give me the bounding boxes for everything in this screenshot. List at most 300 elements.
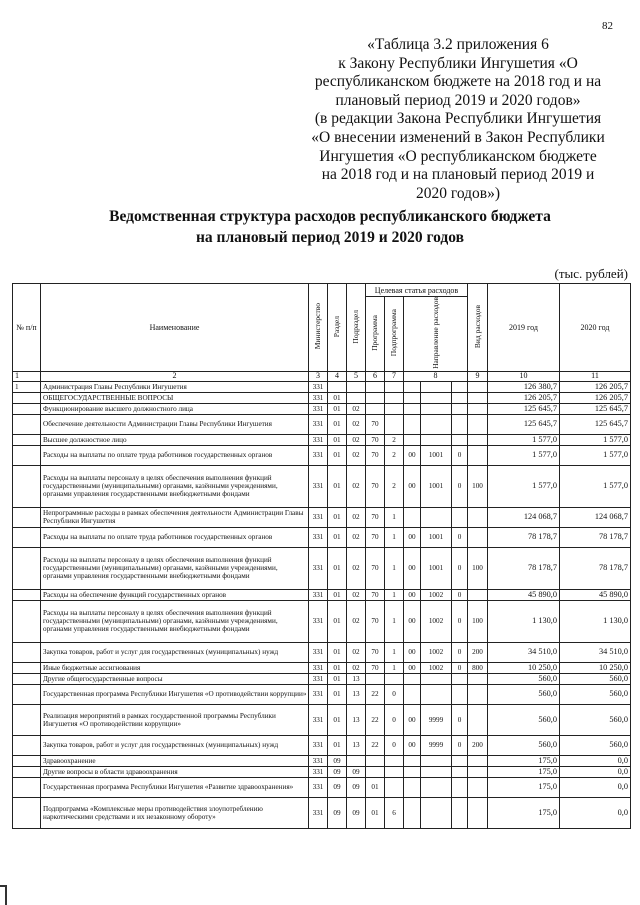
subsection-cell: 02 [347,403,366,414]
direction-part3-cell: 0 [452,735,468,755]
amount-2019-cell: 175,0 [488,777,560,797]
direction-part2-cell: 1001 [421,547,452,589]
direction-part2-cell [421,777,452,797]
budget-body [13,371,631,828]
expense-type-cell [468,445,488,465]
section-cell: 01 [328,392,347,403]
section-cell: 09 [328,755,347,766]
amount-2020-cell: 125 645,7 [560,403,631,414]
header-program-label: Программа [370,315,379,351]
direction-part3-cell: 0 [452,642,468,662]
direction-part3-cell [452,755,468,766]
program-cell [366,403,385,414]
direction-part1-cell [404,507,421,527]
row-name-cell: Расходы на выплаты по оплате труда работников государственных органов [41,445,309,465]
row-name-cell: Другие общегосударственные вопросы [41,673,309,684]
amount-2019-cell: 78 178,7 [488,547,560,589]
subprogram-cell [385,403,404,414]
direction-part3-cell: 0 [452,465,468,507]
expense-type-cell [468,766,488,777]
ministry-cell: 331 [309,381,328,392]
ministry-cell: 331 [309,445,328,465]
direction-part3-cell [452,684,468,704]
amount-2020-cell: 1 577,0 [560,434,631,445]
row-number-cell [13,589,41,600]
expense-type-cell: 200 [468,735,488,755]
amount-2019-cell: 560,0 [488,704,560,735]
subprogram-cell: 2 [385,434,404,445]
subsection-cell: 09 [347,797,366,828]
row-number-cell [13,755,41,766]
direction-part3-cell [452,381,468,392]
row-name-cell: Администрация Главы Республики Ингушетия [41,381,309,392]
subprogram-cell: 1 [385,589,404,600]
row-number-cell [13,684,41,704]
subprogram-cell: 1 [385,642,404,662]
row-name-cell: Закупка товаров, работ и услуг для государственных (муниципальных) нужд [41,735,309,755]
section-cell: 01 [328,527,347,547]
table-row [13,465,631,507]
direction-part1-cell [404,392,421,403]
direction-part3-cell [452,434,468,445]
subsection-cell: 02 [347,527,366,547]
subsection-cell [347,381,366,392]
subprogram-cell: 1 [385,662,404,673]
row-number-cell [13,600,41,642]
table-row [13,434,631,445]
table-row [13,735,631,755]
direction-part2-cell: 1001 [421,445,452,465]
amount-2020-cell: 1 130,0 [560,600,631,642]
direction-part2-cell: 1002 [421,589,452,600]
expense-type-cell: 100 [468,547,488,589]
amount-2020-cell: 0,0 [560,755,631,766]
row-name-cell: Функционирование высшего должностного лица [41,403,309,414]
direction-part3-cell: 0 [452,445,468,465]
direction-part3-cell: 0 [452,527,468,547]
subsection-cell: 13 [347,684,366,704]
column-number: 11 [560,371,631,381]
direction-part3-cell [452,507,468,527]
row-name-cell: Непрограммные расходы в рамках обеспечения деятельности Администрации Главы Республики Ингушетия [41,507,309,527]
subsection-cell: 02 [347,642,366,662]
direction-part3-cell [452,766,468,777]
annex-line: республиканском бюджете на 2018 год и на [314,73,602,91]
header-subprogram-label: Подпрограмма [389,309,398,357]
section-cell: 01 [328,445,347,465]
amount-2019-cell: 175,0 [488,766,560,777]
header-num: № п/п [13,284,41,372]
program-cell: 70 [366,589,385,600]
direction-part3-cell [452,403,468,414]
header-program [366,297,385,372]
row-number-cell [13,527,41,547]
column-number: 2 [41,371,309,381]
ministry-cell: 331 [309,755,328,766]
program-cell: 22 [366,704,385,735]
program-cell: 70 [366,662,385,673]
row-number-cell [13,445,41,465]
amount-2020-cell: 45 890,0 [560,589,631,600]
program-cell: 70 [366,642,385,662]
section-cell: 01 [328,465,347,507]
row-name-cell: Другие вопросы в области здравоохранения [41,766,309,777]
program-cell: 70 [366,507,385,527]
direction-part2-cell [421,381,452,392]
expense-type-cell [468,414,488,434]
amount-2019-cell: 126 205,7 [488,392,560,403]
amount-2019-cell: 1 577,0 [488,445,560,465]
column-number-row [13,371,631,381]
ministry-cell: 331 [309,434,328,445]
subprogram-cell [385,673,404,684]
program-cell: 70 [366,434,385,445]
direction-part1-cell [404,797,421,828]
direction-part2-cell [421,392,452,403]
direction-part1-cell: 00 [404,527,421,547]
header-target-group: Целевая статья расходов [366,284,468,297]
direction-part1-cell: 00 [404,642,421,662]
annex-line: на 2018 год и на плановый период 2019 и [321,166,595,184]
table-row [13,642,631,662]
row-number-cell [13,414,41,434]
subprogram-cell: 1 [385,547,404,589]
table-row [13,507,631,527]
direction-part2-cell: 1001 [421,465,452,507]
row-number-cell: 1 [13,381,41,392]
annex-line: 2020 годов») [415,184,501,202]
direction-part3-cell: 0 [452,600,468,642]
header-name: Наименование [41,284,309,372]
row-number-cell [13,392,41,403]
section-cell: 09 [328,797,347,828]
direction-part3-cell [452,392,468,403]
row-name-cell: Государственная программа Республики Ингушетия «О противодействии коррупции» [41,684,309,704]
subprogram-cell: 2 [385,465,404,507]
table-row [13,527,631,547]
program-cell: 70 [366,600,385,642]
direction-part2-cell [421,414,452,434]
annex-line: Ингушетия «О республиканском бюджете [319,147,597,165]
section-cell: 01 [328,434,347,445]
column-number: 4 [328,371,347,381]
section-cell: 01 [328,735,347,755]
direction-part2-cell: 1001 [421,527,452,547]
section-cell: 09 [328,777,347,797]
header-ministry-label: Министерство [313,303,322,350]
table-row [13,662,631,673]
subsection-cell: 13 [347,704,366,735]
amount-2020-cell: 0,0 [560,777,631,797]
header-row [13,284,631,297]
subsection-cell: 02 [347,507,366,527]
ministry-cell: 331 [309,777,328,797]
table-row [13,673,631,684]
program-cell: 70 [366,414,385,434]
direction-part1-cell: 00 [404,704,421,735]
section-cell: 01 [328,673,347,684]
subsection-cell: 09 [347,766,366,777]
annex-line: «Таблица 3.2 приложения 6 [367,36,549,53]
row-number-cell [13,777,41,797]
program-cell: 22 [366,684,385,704]
expense-type-cell [468,507,488,527]
direction-part3-cell: 0 [452,589,468,600]
expense-type-cell [468,381,488,392]
subsection-cell: 02 [347,662,366,673]
subprogram-cell [385,755,404,766]
subprogram-cell: 0 [385,684,404,704]
row-name-cell: Закупка товаров, работ и услуг для государственных (муниципальных) нужд [41,642,309,662]
units-label: (тыс. рублей) [554,266,628,281]
ministry-cell: 331 [309,642,328,662]
subprogram-cell [385,392,404,403]
program-cell: 22 [366,735,385,755]
amount-2020-cell: 560,0 [560,684,631,704]
table-row [13,381,631,392]
direction-part1-cell: 00 [404,600,421,642]
expense-type-cell [468,527,488,547]
subprogram-cell: 2 [385,445,404,465]
direction-part1-cell: 00 [404,547,421,589]
ministry-cell: 331 [309,507,328,527]
direction-part2-cell: 9999 [421,735,452,755]
amount-2020-cell: 560,0 [560,704,631,735]
expense-type-cell [468,403,488,414]
amount-2020-cell: 0,0 [560,766,631,777]
ministry-cell: 331 [309,527,328,547]
header-expense-type [468,284,488,372]
column-number: 6 [366,371,385,381]
row-name-cell: Расходы на выплаты персоналу в целях обеспечения выполнения функций государственными (муниципальными) органами, казёнными учреждениями, органами управления государственными внебюджетными фондами [41,600,309,642]
row-name-cell: Государственная программа Республики Ингушетия «Развитие здравоохранения» [41,777,309,797]
amount-2019-cell: 34 510,0 [488,642,560,662]
column-number: 1 [13,371,41,381]
scan-edge-mark [0,885,7,905]
program-cell: 70 [366,527,385,547]
direction-part2-cell [421,507,452,527]
row-name-cell: ОБЩЕГОСУДАРСТВЕННЫЕ ВОПРОСЫ [41,392,309,403]
row-name-cell: Иные бюджетные ассигнования [41,662,309,673]
subsection-cell: 02 [347,445,366,465]
expense-type-cell [468,755,488,766]
amount-2019-cell: 45 890,0 [488,589,560,600]
row-name-cell: Расходы на выплаты персоналу в целях обеспечения выполнения функций государственными (муниципальными) органами, казёнными учреждениями, органами управления государственными внебюджетными фондами [41,547,309,589]
program-cell [366,392,385,403]
row-number-cell [13,403,41,414]
section-cell: 01 [328,507,347,527]
table-row [13,704,631,735]
section-cell: 01 [328,403,347,414]
table-row [13,589,631,600]
amount-2020-cell: 560,0 [560,673,631,684]
ministry-cell: 331 [309,673,328,684]
row-number-cell [13,547,41,589]
row-name-cell: Высшее должностное лицо [41,434,309,445]
amount-2020-cell: 126 205,7 [560,392,631,403]
table-row [13,600,631,642]
direction-part1-cell [404,414,421,434]
amount-2019-cell: 175,0 [488,797,560,828]
expense-type-cell [468,392,488,403]
direction-part1-cell [404,755,421,766]
direction-part3-cell: 0 [452,704,468,735]
title-line: на плановый период 2019 и 2020 годов [196,229,464,246]
amount-2020-cell: 124 068,7 [560,507,631,527]
expense-type-cell [468,777,488,797]
section-cell: 01 [328,600,347,642]
subprogram-cell [385,777,404,797]
amount-2020-cell: 78 178,7 [560,527,631,547]
amount-2019-cell: 1 577,0 [488,465,560,507]
table-row [13,445,631,465]
subsection-cell: 02 [347,434,366,445]
amount-2019-cell: 1 577,0 [488,434,560,445]
amount-2019-cell: 125 645,7 [488,414,560,434]
annex-line: к Закону Республики Ингушетия «О [338,54,578,72]
direction-part2-cell [421,684,452,704]
row-number-cell [13,735,41,755]
direction-part1-cell: 00 [404,735,421,755]
direction-part1-cell [404,766,421,777]
program-cell: 01 [366,797,385,828]
amount-2019-cell: 175,0 [488,755,560,766]
expense-type-cell [468,797,488,828]
row-number-cell [13,434,41,445]
header-expense-type-label: Вид расходов [472,304,482,349]
row-name-cell: Обеспечение деятельности Администрации Главы Республики Ингушетия [41,414,309,434]
ministry-cell: 331 [309,704,328,735]
ministry-cell: 331 [309,392,328,403]
direction-part3-cell [452,777,468,797]
expense-type-cell [468,704,488,735]
expense-type-cell: 100 [468,465,488,507]
ministry-cell: 331 [309,465,328,507]
annex-line: «О внесении изменений в Закон Республики [311,128,605,146]
table-row [13,684,631,704]
ministry-cell: 331 [309,414,328,434]
column-number: 7 [385,371,404,381]
section-cell: 01 [328,662,347,673]
amount-2020-cell: 560,0 [560,735,631,755]
column-number: 10 [488,371,560,381]
subprogram-cell: 1 [385,507,404,527]
header-2019: 2019 год [488,284,560,372]
expense-type-cell: 100 [468,600,488,642]
row-name-cell: Здравоохранение [41,755,309,766]
header-direction [404,297,468,372]
direction-part1-cell [404,403,421,414]
program-cell: 70 [366,465,385,507]
direction-part3-cell: 0 [452,662,468,673]
section-cell: 01 [328,704,347,735]
amount-2020-cell: 78 178,7 [560,547,631,589]
amount-2019-cell: 78 178,7 [488,527,560,547]
direction-part1-cell [404,673,421,684]
direction-part1-cell: 00 [404,465,421,507]
amount-2020-cell: 34 510,0 [560,642,631,662]
ministry-cell: 331 [309,684,328,704]
column-number: 3 [309,371,328,381]
header-section [328,284,347,372]
subsection-cell: 09 [347,777,366,797]
expense-type-cell [468,684,488,704]
direction-part2-cell [421,755,452,766]
subsection-cell: 02 [347,465,366,507]
row-name-cell: Подпрограмма «Комплексные меры противодействия злоупотреблению наркотическими средствами и их незаконному обороту» [41,797,309,828]
row-number-cell [13,642,41,662]
amount-2020-cell: 125 645,7 [560,414,631,434]
subsection-cell: 02 [347,600,366,642]
program-cell: 01 [366,777,385,797]
expense-type-cell: 800 [468,662,488,673]
program-cell: 70 [366,547,385,589]
subsection-cell [347,755,366,766]
section-cell: 01 [328,547,347,589]
program-cell [366,755,385,766]
ministry-cell: 331 [309,547,328,589]
direction-part2-cell [421,797,452,828]
subprogram-cell: 1 [385,527,404,547]
ministry-cell: 331 [309,797,328,828]
section-cell [328,381,347,392]
header-ministry [309,284,328,372]
direction-part3-cell [452,673,468,684]
row-number-cell [13,673,41,684]
direction-part1-cell [404,777,421,797]
table-row [13,547,631,589]
direction-part1-cell: 00 [404,445,421,465]
table-row [13,777,631,797]
amount-2019-cell: 560,0 [488,684,560,704]
page-number: 82 [602,20,613,32]
expense-type-cell [468,434,488,445]
amount-2020-cell: 1 577,0 [560,465,631,507]
amount-2020-cell: 126 205,7 [560,381,631,392]
subprogram-cell [385,381,404,392]
program-cell [366,673,385,684]
direction-part3-cell [452,797,468,828]
direction-part3-cell: 0 [452,547,468,589]
subsection-cell: 02 [347,547,366,589]
direction-part2-cell [421,434,452,445]
direction-part1-cell: 00 [404,589,421,600]
amount-2020-cell: 1 577,0 [560,445,631,465]
header-subsection [347,284,366,372]
direction-part2-cell [421,403,452,414]
document-title [40,206,620,248]
direction-part1-cell: 00 [404,662,421,673]
program-cell [366,766,385,777]
amount-2020-cell: 0,0 [560,797,631,828]
row-name-cell: Реализация мероприятий в рамках государственной программы Республики Ингушетия «О противодействии коррупции» [41,704,309,735]
table-row [13,766,631,777]
section-cell: 09 [328,766,347,777]
amount-2019-cell: 1 130,0 [488,600,560,642]
program-cell: 70 [366,445,385,465]
direction-part2-cell: 1002 [421,662,452,673]
direction-part2-cell [421,766,452,777]
row-name-cell: Расходы на выплаты персоналу в целях обеспечения выполнения функций государственными (муниципальными) органами, казёнными учреждениями, органами управления государственными внебюджетными фондами [41,465,309,507]
section-cell: 01 [328,414,347,434]
ministry-cell: 331 [309,766,328,777]
amount-2020-cell: 10 250,0 [560,662,631,673]
header-section-label: Раздел [332,315,341,338]
row-name-cell: Расходы на выплаты по оплате труда работников государственных органов [41,527,309,547]
direction-part2-cell [421,673,452,684]
budget-table [12,283,631,829]
program-cell [366,381,385,392]
